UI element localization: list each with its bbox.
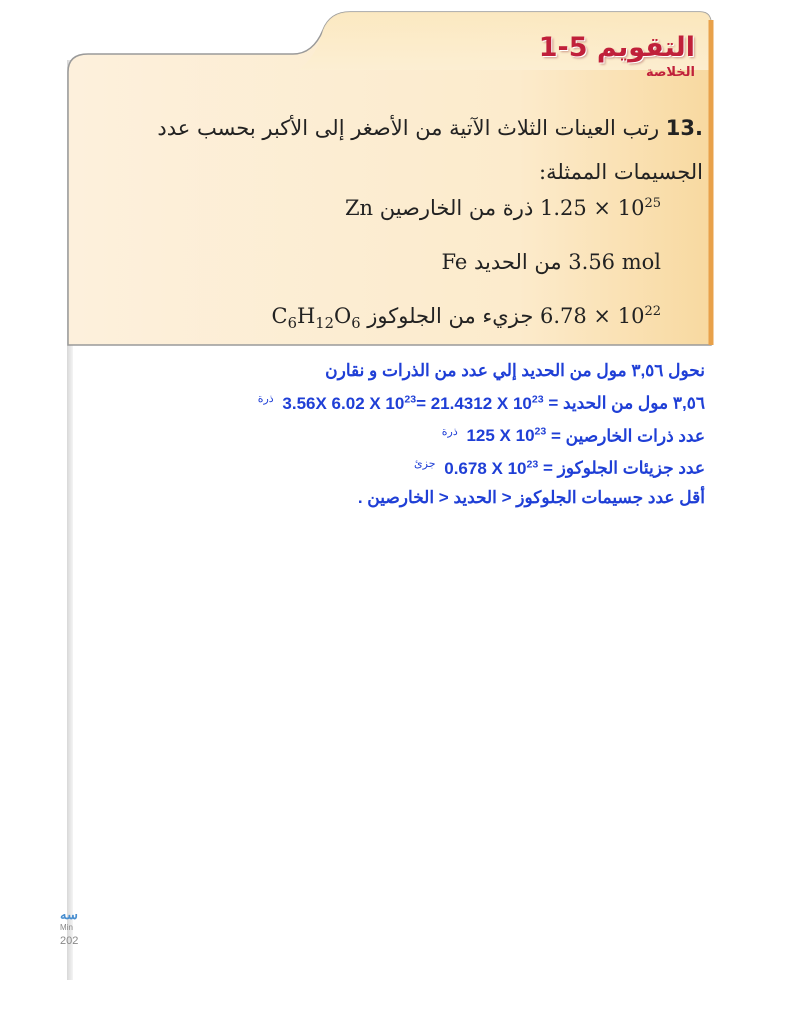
unit-label: ذرة xyxy=(441,425,458,438)
glucose-formula: $C_6H_{12}O_6$ xyxy=(271,304,361,333)
question-text: رتب العينات الثلاث الآتية من الأصغر إلى الأكبر بحسب عدد الجسيمات الممثلة: xyxy=(157,116,703,184)
page-footer xyxy=(60,907,79,948)
zinc-quantity: $1.25 \times 10^{25}$ xyxy=(540,196,661,220)
footer-text: Min xyxy=(60,923,73,932)
iron-text: من الحديد Fe xyxy=(441,250,562,274)
section-title: التقويم 5-1 xyxy=(538,32,695,63)
answer-line-1: نحول ٣,٥٦ مول من الحديد إلي عدد من الذرات و نقارن xyxy=(325,361,705,380)
glucose-text: جزيء من الجلوكوز xyxy=(367,304,534,328)
unit-label: جزئ xyxy=(414,458,436,471)
answer-line-2: ٣,٥٦ مول من الحديد = 3.56X 6.02 X $10^{23}= 21.4312$ X $10^{23}$ $^{ذرة}$ xyxy=(257,393,705,413)
item-zinc xyxy=(345,196,661,220)
question-number: 13. xyxy=(665,116,703,140)
zinc-text: ذرة من الخارصين Zn xyxy=(344,196,534,220)
answer-line-4: عدد جزيئات الجلوكوز = 0.678 X $10^{23}$ $^{جزئ}$ xyxy=(414,458,705,478)
answer-conclusion: أقل عدد جسيمات الجلوكوز < الحديد < الخارصين . xyxy=(357,487,705,507)
answer-line-3: عدد ذرات الخارصين = 125 X $10^{23}$ $^{ذرة}$ xyxy=(441,425,705,446)
glucose-quantity: $6.78 \times 10^{22}$ xyxy=(540,304,661,328)
unit-label: ذرة xyxy=(257,393,274,405)
iron-quantity: 3.56 mol xyxy=(568,250,661,274)
question-13 xyxy=(80,106,703,194)
section-header xyxy=(539,32,695,80)
publisher-logo: سه xyxy=(60,907,78,922)
handwritten-answer xyxy=(140,356,705,512)
footer-year: 202 xyxy=(60,935,79,947)
item-glucose xyxy=(271,304,661,333)
item-iron xyxy=(441,250,661,274)
section-subtitle: الخلاصة xyxy=(645,65,695,80)
review-panel xyxy=(68,10,713,345)
